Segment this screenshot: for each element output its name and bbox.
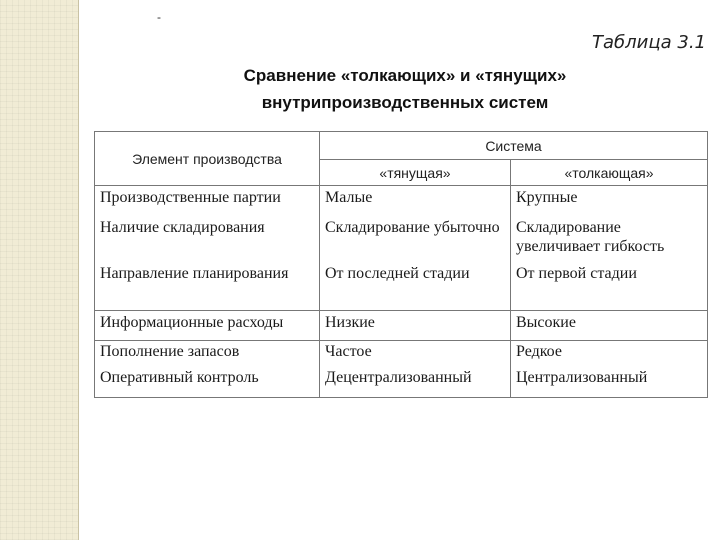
cell-element: Производственные партии <box>95 186 320 216</box>
cell-push: Редкое <box>511 341 708 368</box>
table-title <box>170 62 640 116</box>
cell-element: Наличие складирования <box>95 215 320 262</box>
cell-element: Направление планирования <box>95 262 320 311</box>
header-system: Система <box>320 132 708 160</box>
decorative-side-strip <box>0 0 79 540</box>
cell-pull: От последней стадии <box>320 262 511 311</box>
table-title-line-1: Сравнение «толкающих» и «тянущих» <box>243 66 567 85</box>
cell-push: Высокие <box>511 311 708 341</box>
table-number: Таблица 3.1 <box>592 32 706 53</box>
table-row <box>95 215 708 262</box>
table-row <box>95 262 708 311</box>
table-row <box>95 186 708 216</box>
cell-push: Складирование увеличивает гибкость <box>511 215 708 262</box>
cell-element: Оперативный контроль <box>95 367 320 398</box>
cell-pull: Частое <box>320 341 511 368</box>
cell-push: От первой стадии <box>511 262 708 311</box>
cell-pull: Низкие <box>320 311 511 341</box>
table-row <box>95 341 708 368</box>
cell-pull: Децентрализованный <box>320 367 511 398</box>
cell-element: Информационные расходы <box>95 311 320 341</box>
stray-dash: - <box>157 10 161 24</box>
cell-pull: Малые <box>320 186 511 216</box>
cell-push: Крупные <box>511 186 708 216</box>
table-title-line-2: внутрипроизводственных систем <box>261 93 549 112</box>
header-push: «толкающая» <box>511 160 708 186</box>
header-element: Элемент производства <box>95 132 320 186</box>
comparison-table <box>94 131 708 398</box>
cell-element: Пополнение запасов <box>95 341 320 368</box>
table-row <box>95 311 708 341</box>
cell-push: Централизованный <box>511 367 708 398</box>
header-pull: «тянущая» <box>320 160 511 186</box>
table-row <box>95 367 708 398</box>
cell-pull: Складирование убыточно <box>320 215 511 262</box>
table-header-row <box>95 132 708 160</box>
